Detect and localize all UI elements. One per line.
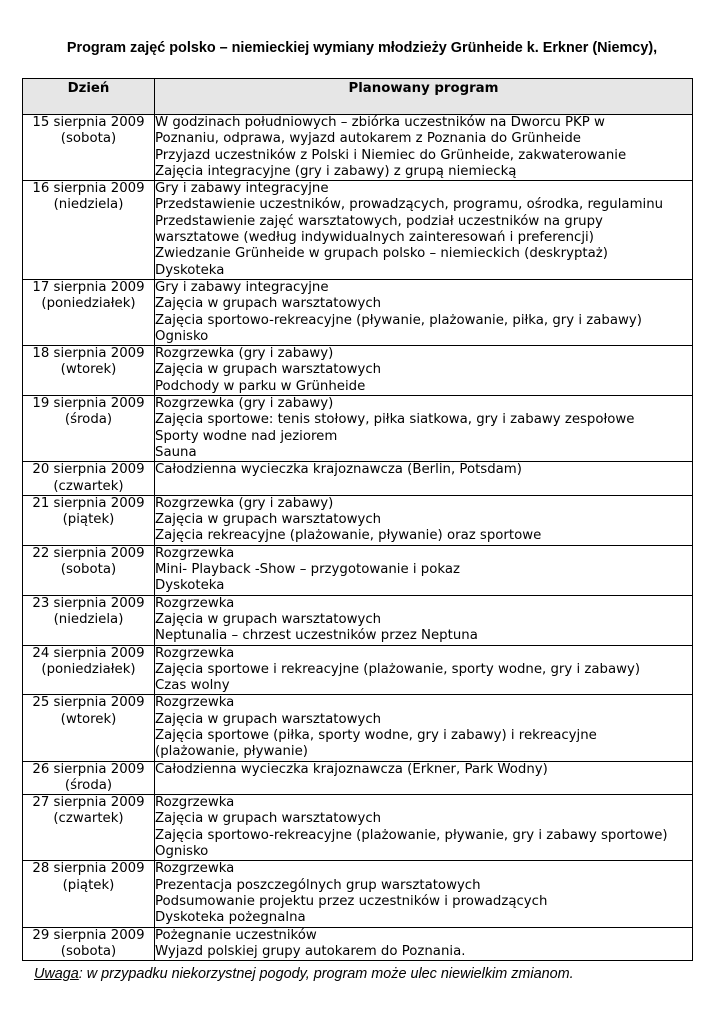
- program-item: Dyskoteka: [155, 262, 225, 278]
- day-date: 28 sierpnia 2009: [32, 861, 145, 877]
- program-item: Rozgrzewka: [155, 645, 235, 661]
- program-item: Całodzienna wycieczka krajoznawcza (Berlin, Potsdam): [155, 462, 522, 478]
- day-cell: [23, 545, 155, 595]
- program-item: Zajęcia w grupach warsztatowych: [155, 296, 382, 312]
- program-item: Całodzienna wycieczka krajoznawcza (Erkner, Park Wodny): [155, 761, 548, 777]
- program-item: (plażowanie, pływanie): [155, 744, 308, 760]
- day-weekday: (wtorek): [60, 711, 117, 727]
- program-cell: [155, 595, 693, 645]
- day-weekday: (sobota): [60, 562, 117, 578]
- note-text: : w przypadku niekorzystnej pogody, program może ulec niewielkim zmianom.: [78, 966, 574, 982]
- program-item: Rozgrzewka: [155, 545, 235, 561]
- program-item: Zajęcia rekreacyjne (plażowanie, pływanie) oraz sportowe: [155, 528, 542, 544]
- program-item: Zajęcia w grupach warsztatowych: [155, 611, 382, 627]
- program-item: Zajęcia sportowo-rekreacyjne (plażowanie, pływanie, gry i zabawy sportowe): [155, 827, 668, 843]
- program-item: Rozgrzewka (gry i zabawy): [155, 346, 334, 362]
- program-item: Gry i zabawy integracyjne: [155, 279, 329, 295]
- program-cell: [155, 346, 693, 396]
- day-cell: [23, 861, 155, 927]
- program-item: Zajęcia sportowo-rekreacyjne (pływanie, plażowanie, piłka, gry i zabawy): [155, 312, 642, 328]
- day-weekday: (czwartek): [53, 811, 124, 827]
- day-weekday: (poniedziałek): [41, 661, 136, 677]
- program-item: Dyskoteka pożegnalna: [155, 910, 306, 926]
- table-row: [23, 795, 693, 861]
- program-item: Neptunalia – chrzest uczestników przez Neptuna: [155, 628, 478, 644]
- program-item: Sporty wodne nad jeziorem: [155, 428, 338, 444]
- program-cell: [155, 279, 693, 345]
- program-item: Pożegnanie uczestników: [155, 927, 317, 943]
- day-cell: [23, 645, 155, 695]
- table-row: [23, 181, 693, 280]
- program-item: Gry i zabawy integracyjne: [155, 181, 329, 197]
- program-item: W godzinach południowych – zbiórka uczestników na Dworcu PKP w: [155, 115, 605, 130]
- program-item: Wyjazd polskiej grupy autokarem do Poznania.: [155, 943, 466, 959]
- day-date: 21 sierpnia 2009: [32, 495, 145, 511]
- day-date: 23 sierpnia 2009: [32, 595, 145, 611]
- program-cell: [155, 115, 693, 181]
- program-item: Przyjazd uczestników z Polski i Niemiec do Grünheide, zakwaterowanie: [155, 147, 627, 163]
- program-cell: [155, 795, 693, 861]
- header-program: Planowany program: [155, 79, 693, 115]
- day-weekday: (środa): [64, 412, 113, 428]
- day-cell: [23, 495, 155, 545]
- day-cell: [23, 761, 155, 795]
- day-weekday: (środa): [64, 777, 113, 793]
- day-weekday: (piątek): [62, 512, 115, 528]
- day-cell: [23, 396, 155, 462]
- day-date: 19 sierpnia 2009: [32, 396, 145, 412]
- table-row: [23, 861, 693, 927]
- day-cell: [23, 695, 155, 761]
- day-weekday: (piątek): [62, 877, 115, 893]
- program-item: Sauna: [155, 444, 197, 460]
- program-item: Zajęcia w grupach warsztatowych: [155, 362, 382, 378]
- day-weekday: (wtorek): [60, 362, 117, 378]
- table-row: [23, 279, 693, 345]
- day-cell: [23, 595, 155, 645]
- day-cell: [23, 927, 155, 961]
- program-item: Prezentacja poszczególnych grup warsztatowych: [155, 877, 481, 893]
- program-item: Rozgrzewka: [155, 595, 235, 611]
- program-item: Zajęcia w grupach warsztatowych: [155, 512, 382, 528]
- day-cell: [23, 279, 155, 345]
- day-weekday: (sobota): [60, 131, 117, 147]
- program-cell: [155, 695, 693, 761]
- program-item: Zwiedzanie Grünheide w grupach polsko – niemieckich (deskryptaż): [155, 246, 608, 262]
- program-item: Mini- Playback -Show – przygotowanie i pokaz: [155, 562, 460, 578]
- program-cell: [155, 761, 693, 795]
- day-date: 22 sierpnia 2009: [32, 545, 145, 561]
- day-date: 17 sierpnia 2009: [32, 279, 145, 295]
- program-item: Ognisko: [155, 328, 209, 344]
- day-cell: [23, 346, 155, 396]
- program-item: Zajęcia w grupach warsztatowych: [155, 711, 382, 727]
- day-weekday: (niedziela): [53, 197, 124, 213]
- table-row: [23, 761, 693, 795]
- table-row: [23, 545, 693, 595]
- table-row: [23, 695, 693, 761]
- day-date: 26 sierpnia 2009: [32, 761, 145, 777]
- day-cell: [23, 115, 155, 181]
- note-label: Uwaga: [34, 966, 79, 982]
- day-date: 15 sierpnia 2009: [32, 115, 145, 130]
- program-item: warsztatowe (według indywidualnych zainteresowań i preferencji): [155, 230, 594, 246]
- program-item: Rozgrzewka (gry i zabawy): [155, 396, 334, 412]
- document-title: Program zajęć polsko – niemieckiej wymiany młodzieży Grünheide k. Erkner (Niemcy),: [66, 40, 658, 56]
- day-cell: [23, 462, 155, 496]
- table-row: [23, 396, 693, 462]
- program-item: Dyskoteka: [155, 578, 225, 594]
- program-cell: [155, 181, 693, 280]
- day-date: 20 sierpnia 2009: [32, 462, 145, 478]
- program-item: Czas wolny: [155, 678, 230, 694]
- program-item: Zajęcia integracyjne (gry i zabawy) z grupą niemiecką: [155, 163, 517, 179]
- program-item: Zajęcia sportowe i rekreacyjne (plażowanie, sporty wodne, gry i zabawy): [155, 661, 641, 677]
- program-cell: [155, 545, 693, 595]
- program-item: Poznaniu, odprawa, wyjazd autokarem z Poznania do Grünheide: [155, 131, 581, 147]
- day-date: 18 sierpnia 2009: [32, 346, 145, 362]
- program-item: Podsumowanie projektu przez uczestników i prowadzących: [155, 893, 548, 909]
- day-weekday: (niedziela): [53, 611, 124, 627]
- program-item: Zajęcia sportowe (piłka, sporty wodne, gry i zabawy) i rekreacyjne: [155, 727, 597, 743]
- table-row: [23, 645, 693, 695]
- table-row: [23, 115, 693, 181]
- table-header-row: [23, 79, 693, 115]
- program-item: Rozgrzewka: [155, 795, 235, 811]
- program-cell: [155, 861, 693, 927]
- program-item: Ognisko: [155, 844, 209, 860]
- weather-note: [34, 966, 574, 982]
- program-item: Podchody w parku w Grünheide: [155, 378, 366, 394]
- day-weekday: (czwartek): [53, 478, 124, 494]
- program-item: Zajęcia sportowe: tenis stołowy, piłka siatkowa, gry i zabawy zespołowe: [155, 412, 635, 428]
- table-row: [23, 495, 693, 545]
- day-date: 29 sierpnia 2009: [32, 927, 145, 943]
- header-day: Dzień: [23, 79, 155, 115]
- table-row: [23, 462, 693, 496]
- schedule-table: [22, 78, 693, 961]
- program-item: Przedstawienie uczestników, prowadzących, programu, ośrodka, regulaminu: [155, 197, 664, 213]
- day-date: 16 sierpnia 2009: [32, 181, 145, 197]
- program-item: Przedstawienie zajęć warsztatowych, podział uczestników na grupy: [155, 213, 603, 229]
- table-row: [23, 927, 693, 961]
- program-item: Zajęcia w grupach warsztatowych: [155, 811, 382, 827]
- program-item: Rozgrzewka: [155, 695, 235, 711]
- program-cell: [155, 462, 693, 496]
- table-row: [23, 595, 693, 645]
- program-cell: [155, 495, 693, 545]
- day-date: 24 sierpnia 2009: [32, 645, 145, 661]
- program-cell: [155, 396, 693, 462]
- day-weekday: (poniedziałek): [41, 296, 136, 312]
- day-weekday: (sobota): [60, 943, 117, 959]
- day-date: 25 sierpnia 2009: [32, 695, 145, 711]
- day-cell: [23, 795, 155, 861]
- program-item: Rozgrzewka (gry i zabawy): [155, 495, 334, 511]
- table-row: [23, 346, 693, 396]
- day-cell: [23, 181, 155, 280]
- program-cell: [155, 645, 693, 695]
- program-item: Rozgrzewka: [155, 861, 235, 877]
- day-date: 27 sierpnia 2009: [32, 795, 145, 811]
- program-cell: [155, 927, 693, 961]
